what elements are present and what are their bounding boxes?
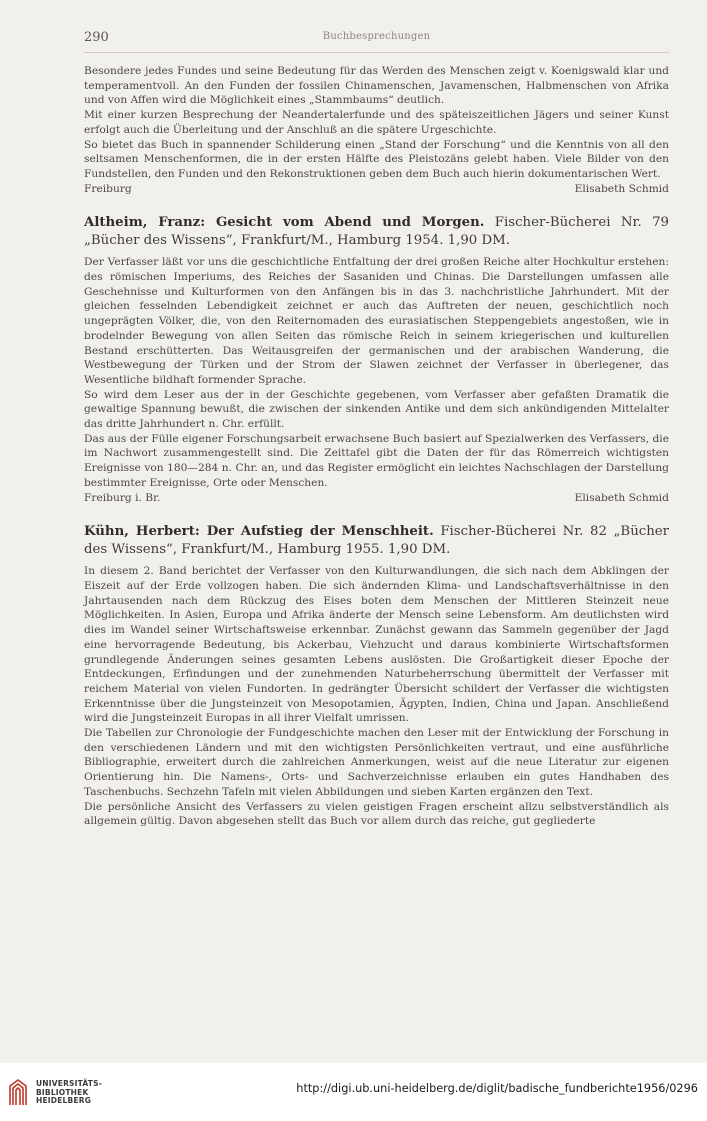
review-signature bbox=[84, 491, 669, 506]
reviewer-name: Elisabeth Schmid bbox=[574, 490, 669, 504]
paragraph: Die Tabellen zur Chronologie der Fundgeschichte machen den Leser mit der Entwicklung der Forschung in den verschiedenen Ländern und mit den wichtigsten Persönlichkeiten vertraut, und eine ausführliche Bibliographie, erweitert durch die zahlreichen Anmerkungen, weist auf die neue Literatur zur eigenen Orientierung hin. Die Namens-, Orts- und Sachverzeichnisse erlauben ein gutes Handhaben des Taschenbuchs. Sechzehn Tafeln mit vielen Abbildungen und sieben Karten ergänzen den Text. bbox=[84, 726, 669, 798]
review-body bbox=[84, 564, 669, 829]
review-continuation bbox=[84, 64, 669, 196]
review-body bbox=[84, 64, 669, 196]
reviewer-name: Elisabeth Schmid bbox=[574, 181, 669, 195]
running-title: Buchbesprechungen bbox=[322, 31, 431, 42]
book-citation: Fischer-Bücherei Nr. 79 „Bücher des Wissens“, Frankfurt/M., Hamburg 1954. 1,90 DM. bbox=[84, 215, 669, 249]
paragraph: Besondere jedes Fundes und seine Bedeutung für das Werden des Menschen zeigt v. Koenigswald klar und temperamentvoll. An den Funden der fossilen Chinamenschen, Javamenschen, Halbmenschen von Afrika und von Affen wird die Möglichkeit eines „Stammbaums“ deutlich. bbox=[84, 64, 669, 107]
paragraph: So wird dem Leser aus der in der Geschichte gegebenen, vom Verfasser aber gefaßten Dramatik die gewaltige Spannung bewußt, die zwischen der sinkenden Antike und dem sich ankündigenden Mittelalter das dritte Jahrhundert n. Chr. erfüllt. bbox=[84, 387, 669, 431]
review-heading bbox=[84, 214, 669, 250]
library-name-line: HEIDELBERG bbox=[36, 1096, 92, 1106]
review-place: Freiburg bbox=[84, 181, 132, 195]
review-body bbox=[84, 255, 669, 505]
review-place: Freiburg i. Br. bbox=[84, 490, 161, 504]
library-name-line: UNIVERSITÄTS- bbox=[36, 1079, 103, 1088]
library-name-line: BIBLIOTHEK bbox=[36, 1087, 89, 1097]
library-name bbox=[36, 1080, 102, 1106]
book-author-title: Altheim, Franz: Gesicht vom Abend und Morgen. bbox=[84, 215, 485, 231]
paragraph: Mit einer kurzen Besprechung der Neandertalerfunde und des späteiszeitlichen Jägers und seiner Kunst erfolgt auch die Überleitung und der Anschluß an die spätere Urgeschichte. bbox=[84, 108, 669, 136]
book-author-title: Kühn, Herbert: Der Aufstieg der Menschheit. bbox=[84, 524, 434, 540]
review-altheim bbox=[84, 214, 669, 505]
review-kuehn bbox=[84, 523, 669, 829]
paragraph: In diesem 2. Band berichtet der Verfasser von den Kulturwandlungen, die sich nach dem Abklingen der Eiszeit auf der Erde vollzogen haben. Die sich ändernden Klima- und Landschaftsverhältnisse in den Jahrtausenden nach dem Rückzug des Eises boten dem Menschen der Mittleren Steinzeit neue Möglichkeiten. In Asien, Europa und Afrika änderte der Mensch seine Lebensform. Am deutlichsten wird dies im Wandel seiner Wirtschaftsweise erkennbar. Zunächst gewann das Sammeln gegenüber der Jagd eine hervorragende Bedeutung, bis Ackerbau, Viehzucht und daraus kombinierte Wirtschaftsformen grundlegende Änderungen seines gesamten Lebens auslösten. Die Großartigkeit dieser Epoche der Entdeckungen, Erfindungen und der zunehmenden Naturbeherrschung übermittelt der Verfasser mit reichem Material von vielen Fundorten. In gedrängter Übersicht schildert der Verfasser die wichtigsten Erkenntnisse über die Jungsteinzeit von Mesopotamien, Ägypten, Indien, China und Japan. Anschließend wird die Jungsteinzeit Europas in all ihrer Vielfalt umrissen. bbox=[84, 564, 669, 725]
page-header bbox=[84, 30, 669, 53]
review-signature bbox=[84, 182, 669, 197]
paragraph: Das aus der Fülle eigener Forschungsarbeit erwachsene Buch basiert auf Spezialwerken des Verfassers, die im Nachwort zusammengestellt sind. Die Zeittafel gibt die Daten der für das Römerreich wichtigsten Ereignisse von 180—284 n. Chr. an, und das Register ermöglicht ein leichtes Nachschlagen der Darstellung bestimmter Ereignisse, Orte oder Menschen. bbox=[84, 431, 670, 489]
book-citation: Fischer-Bücherei Nr. 82 „Bücher des Wissens“, Frankfurt/M., Hamburg 1955. 1,90 DM. bbox=[84, 524, 669, 558]
university-library-logo-icon bbox=[8, 1078, 28, 1106]
paragraph: Die persönliche Ansicht des Verfassers zu vielen geistigen Fragen erscheint allzu selbstverständlich als allgemein gültig. Davon abgesehen stellt das Buch vor allem durch das reiche, gut gegliederte bbox=[84, 799, 669, 828]
page-number: 290 bbox=[84, 30, 109, 45]
page-content bbox=[84, 64, 669, 829]
permalink-url[interactable]: http://digi.ub.uni-heidelberg.de/diglit/badische_fundberichte1956/0296 bbox=[296, 1082, 698, 1095]
paragraph: Der Verfasser läßt vor uns die geschichtliche Entfaltung der drei großen Reiche alter Hochkultur erstehen: des römischen Imperiums, des Reiches der Sasaniden und Chinas. Die Darstellungen umfassen alle Geschehnisse und Kulturformen von den Anfängen bis in das 3. nachchristliche Jahrhundert. Mit der gleichen fesselnden Lebendigkeit zeichnet er auch das Auftreten der neuen, geschichtlich noch ungeprägten Völker, die, von den Reiternomaden des eurasiatischen Steppengebiets angestoßen, wie in brodelnder Bewegung von allen Seiten das römische Reich in seinem kriegerischen und kulturellen Bestand erschütterten. Das Weitausgreifen der germanischen und der arabischen Wanderung, die Westbewegung der Türken und der Strom der Slawen zeichnet der Verfasser in überlegener, das Wesentliche bildhaft formender Sprache. bbox=[84, 255, 669, 386]
viewer-footer bbox=[0, 1063, 707, 1121]
paragraph: So bietet das Buch in spannender Schilderung einen „Stand der Forschung“ und die Kenntnis von all den seltsamen Menschenformen, die in der ersten Hälfte des Pleistozäns gelebt haben. Viele Bilder von den Fundstellen, den Funden und den Rekonstruktionen geben dem Buch auch hierin dokumentarischen Wert. bbox=[84, 137, 669, 180]
review-heading bbox=[84, 523, 669, 559]
